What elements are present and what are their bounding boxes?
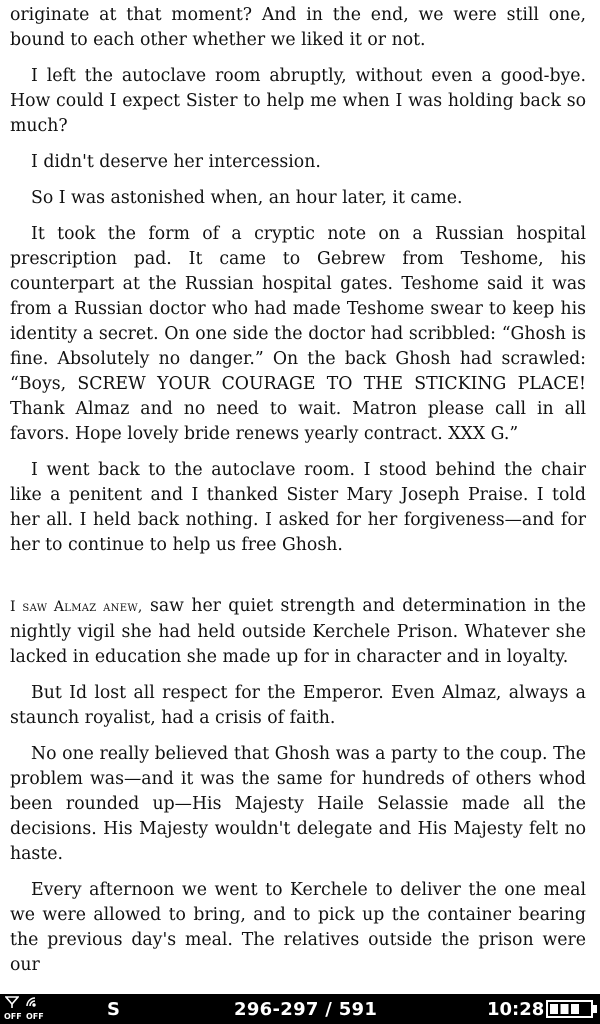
paragraph: Every afternoon we went to Kerchele to deliver the one meal we were allowed to bring, and to pick up the container bearing the previous day's meal. The relatives outside the prison were our bbox=[10, 880, 586, 975]
paragraph: No one really believed that Ghosh was a party to the coup. The problem was—and it was the same for hundreds of others whod been rounded up—His Majesty Haile Selassie made all the decisions. His Majesty wouldn't delegate and His Majesty felt no haste. bbox=[10, 744, 586, 864]
book-text bbox=[10, 3, 586, 989]
section-start-paragraph bbox=[10, 594, 586, 670]
paragraph: I left the autoclave room abruptly, without even a good-bye. How could I expect Sister to help me when I was holding back so much? bbox=[10, 66, 586, 136]
section-rest: saw her quiet strength and determination in the nightly vigil she had held outside Kerchele Prison. Whatever she lacked in education she made up for in character and in loyalty. bbox=[10, 596, 586, 667]
section-lead-smallcaps: I saw Almaz anew, bbox=[10, 599, 143, 615]
battery-segment bbox=[571, 1004, 579, 1014]
battery-icon bbox=[546, 1000, 598, 1018]
paragraph: So I was astonished when, an hour later, it came. bbox=[31, 188, 463, 208]
paragraph: originate at that moment? And in the end, we were still one, bound to each other whether we liked it or not. bbox=[10, 5, 586, 50]
wifi-status-label: OFF bbox=[4, 1012, 22, 1021]
clock: 10:28 bbox=[487, 999, 545, 1020]
paragraph: I went back to the autoclave room. I stood behind the chair like a penitent and I thanked Sister Mary Joseph Praise. I told her all. I held back nothing. I asked for her forgiveness—and for her to continue to help us free Ghosh. bbox=[10, 460, 586, 555]
battery-segment bbox=[550, 1004, 558, 1014]
mode-indicator: S bbox=[107, 999, 120, 1020]
page-indicator: 296-297 / 591 bbox=[234, 999, 378, 1020]
status-bar bbox=[0, 994, 600, 1024]
paragraph: I didn't deserve her intercession. bbox=[31, 152, 321, 172]
radio-status-label: OFF bbox=[26, 1012, 44, 1021]
wifi-icon bbox=[5, 996, 19, 1008]
battery-segment bbox=[561, 1004, 569, 1014]
paragraph: It took the form of a cryptic note on a Russian hospital prescription pad. It came to Gebrew from Teshome, his counterpart at the Russian hospital gates. Teshome said it was from a Russian doctor who had made Teshome swear to keep his identity a secret. On one side the doctor had scribbled: “Ghosh is fine. Absolutely no danger.” On the back Ghosh had scrawled: “Boys, SCREW YOUR COURAGE TO THE STICKING PLACE! Thank Almaz and no need to wait. Matron please call in all favors. Hope lovely bride renews yearly contract. XXX G.” bbox=[10, 224, 586, 444]
radio-signal-icon bbox=[25, 996, 41, 1008]
connectivity-indicators bbox=[3, 996, 49, 1022]
paragraph: But Id lost all respect for the Emperor. Even Almaz, always a staunch royalist, had a crisis of faith. bbox=[10, 683, 586, 728]
